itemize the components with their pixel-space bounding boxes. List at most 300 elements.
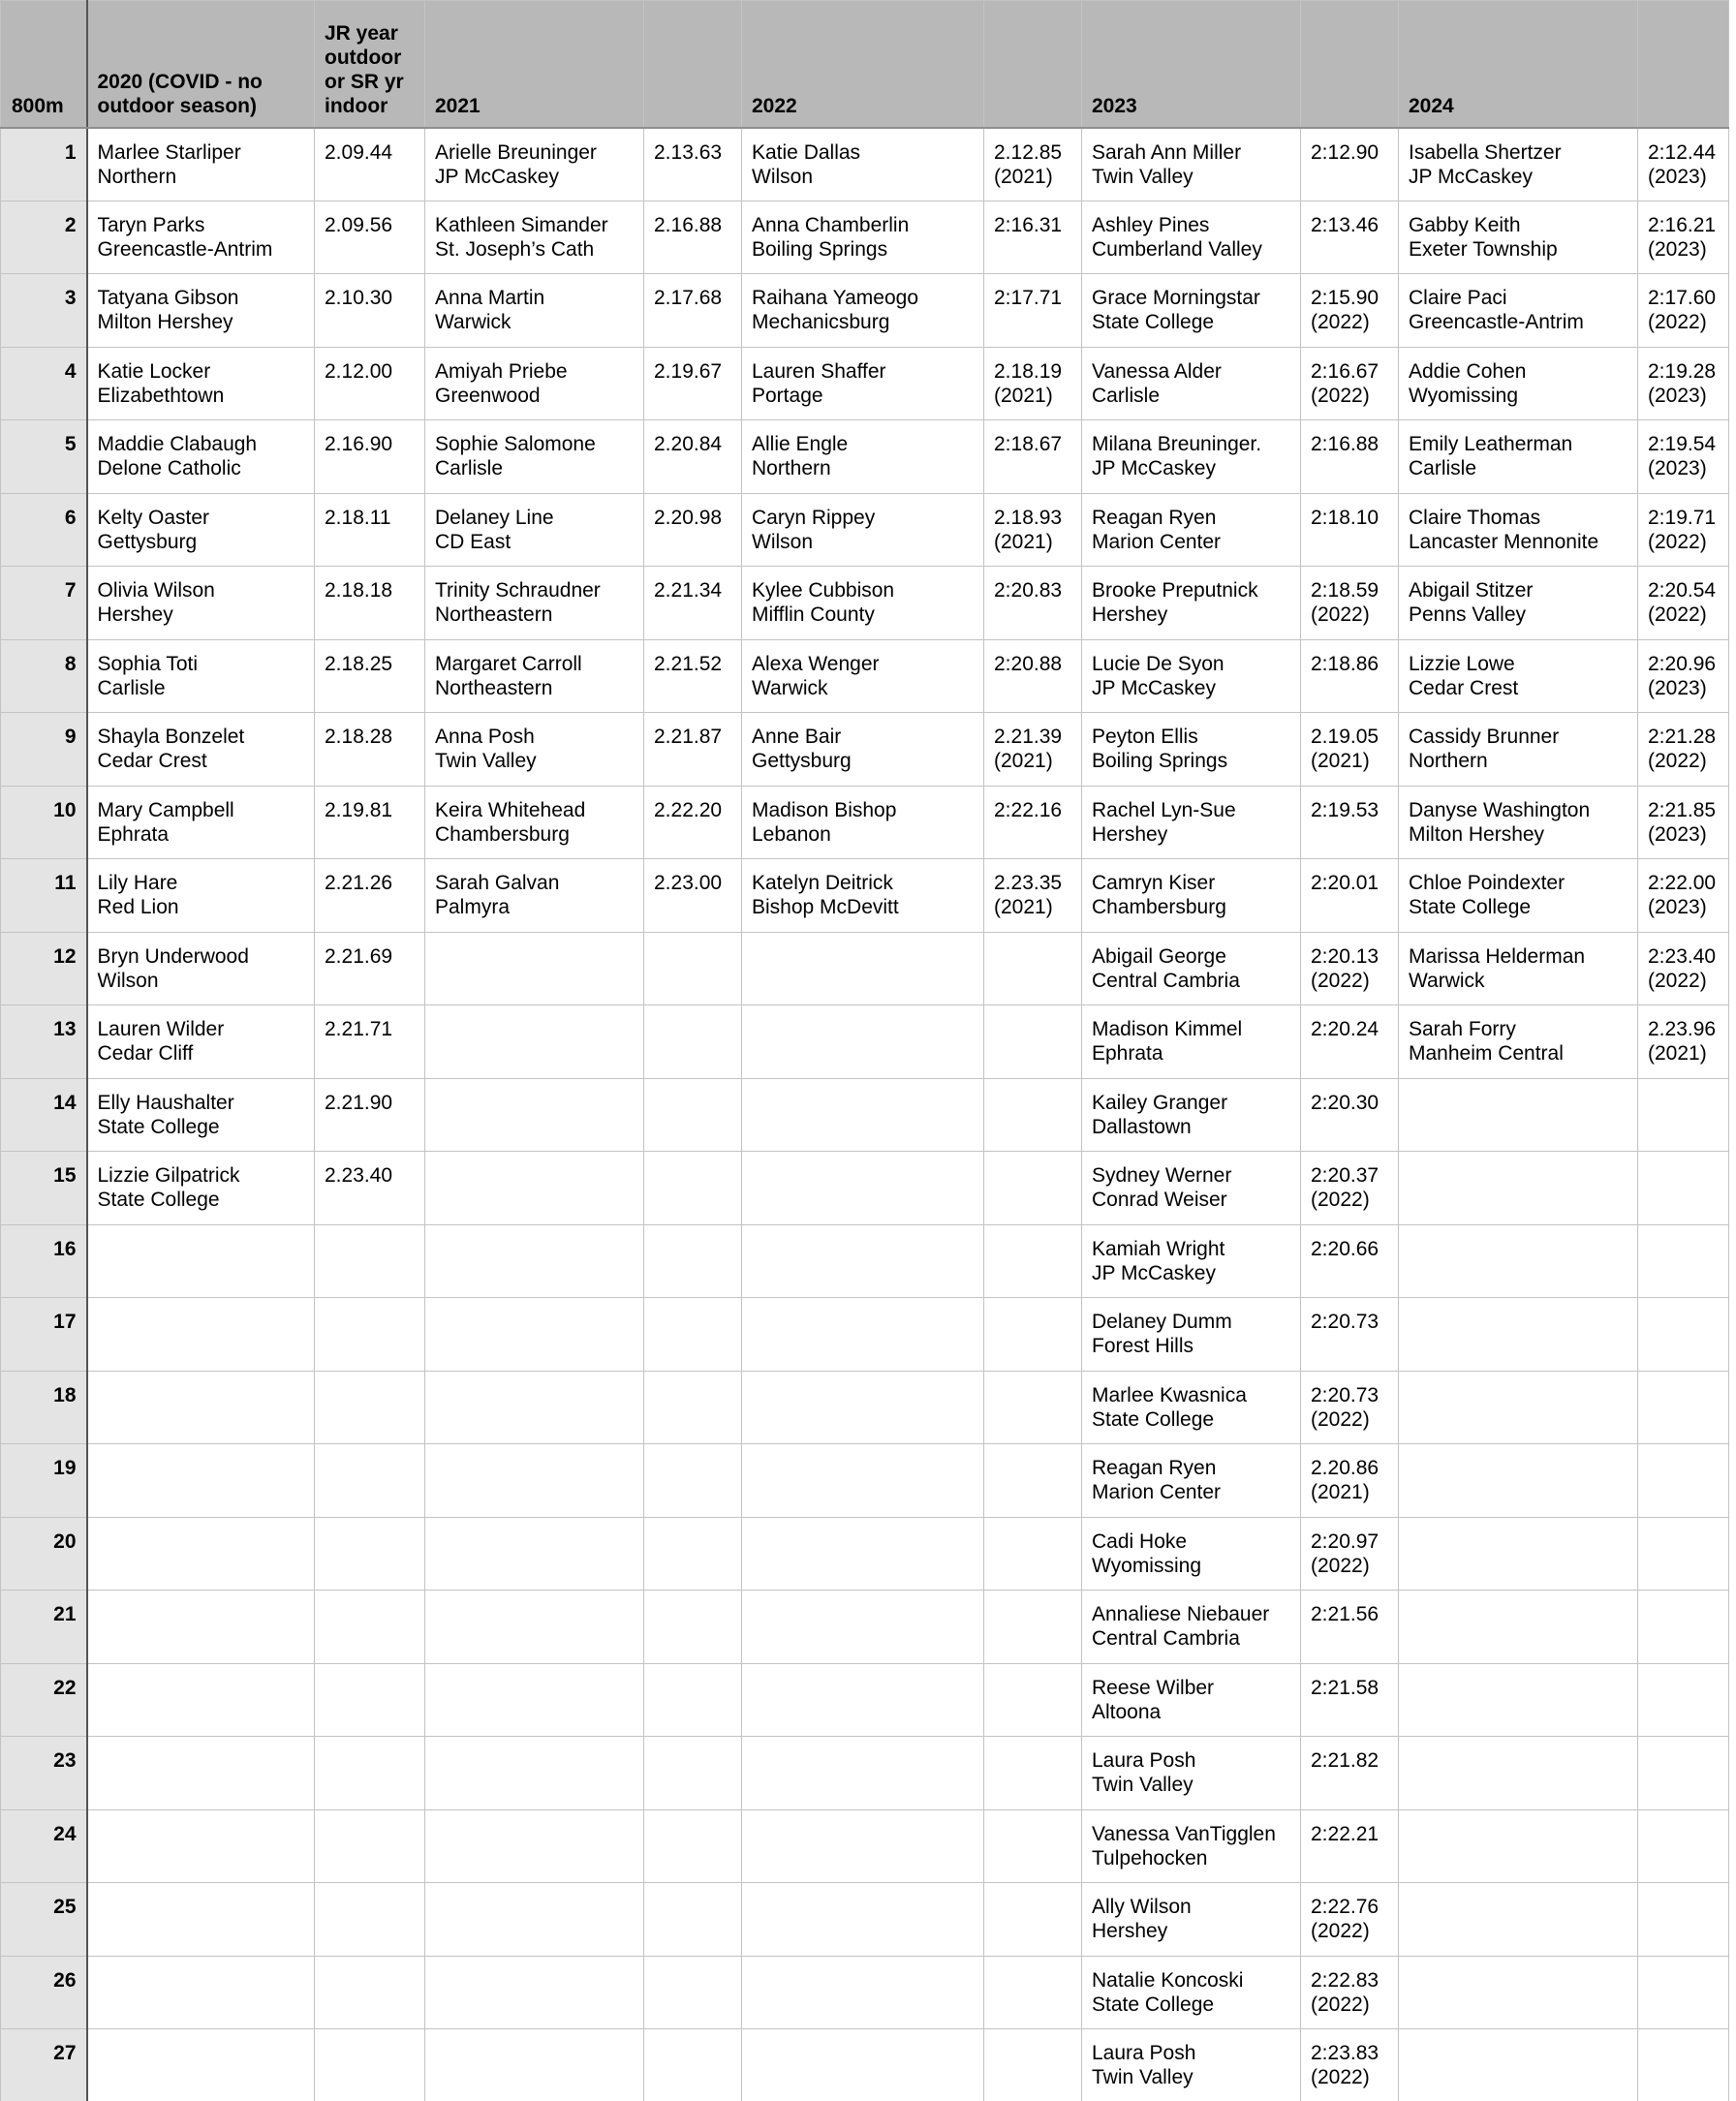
athlete-cell[interactable] [742, 2029, 984, 2101]
athlete-cell[interactable] [1399, 1956, 1638, 2029]
time-cell[interactable] [644, 1517, 742, 1591]
time-cell[interactable] [1638, 1737, 1729, 1810]
time-cell[interactable] [315, 1444, 425, 1518]
time-cell[interactable] [1301, 1298, 1399, 1372]
athlete-cell[interactable] [1399, 1737, 1638, 1810]
time-cell[interactable] [1638, 128, 1729, 201]
time-cell[interactable] [984, 1371, 1082, 1444]
athlete-cell[interactable] [1399, 713, 1638, 787]
time-cell[interactable] [1638, 1224, 1729, 1298]
time-cell[interactable] [984, 1224, 1082, 1298]
column-header-t2022[interactable] [984, 1, 1082, 128]
row-number-cell[interactable]: 19 [1, 1444, 87, 1518]
athlete-cell[interactable] [1399, 2029, 1638, 2101]
time-cell[interactable] [1638, 1883, 1729, 1957]
row-number-cell[interactable]: 26 [1, 1956, 87, 2029]
athlete-cell[interactable] [1082, 274, 1301, 348]
athlete-cell[interactable] [1082, 347, 1301, 420]
time-cell[interactable] [984, 713, 1082, 787]
time-cell[interactable] [315, 1883, 425, 1957]
athlete-cell[interactable] [1399, 567, 1638, 640]
time-cell[interactable] [1638, 1663, 1729, 1737]
athlete-cell[interactable] [1399, 786, 1638, 859]
athlete-cell[interactable] [425, 1078, 644, 1152]
athlete-cell[interactable] [87, 1224, 315, 1298]
time-cell[interactable] [315, 639, 425, 713]
time-cell[interactable] [644, 1224, 742, 1298]
athlete-cell[interactable] [87, 1444, 315, 1518]
athlete-cell[interactable] [425, 347, 644, 420]
athlete-cell[interactable] [1082, 493, 1301, 567]
athlete-cell[interactable] [425, 1956, 644, 2029]
row-number-cell[interactable]: 21 [1, 1591, 87, 1664]
athlete-cell[interactable] [1399, 1078, 1638, 1152]
athlete-cell[interactable] [87, 2029, 315, 2101]
athlete-cell[interactable] [87, 1663, 315, 1737]
time-cell[interactable] [984, 567, 1082, 640]
athlete-cell[interactable] [1399, 347, 1638, 420]
time-cell[interactable] [644, 1444, 742, 1518]
athlete-cell[interactable] [1082, 1371, 1301, 1444]
time-cell[interactable] [644, 493, 742, 567]
athlete-cell[interactable] [742, 859, 984, 933]
athlete-cell[interactable] [425, 274, 644, 348]
time-cell[interactable] [644, 639, 742, 713]
time-cell[interactable] [1638, 639, 1729, 713]
athlete-cell[interactable] [742, 1152, 984, 1225]
time-cell[interactable] [644, 274, 742, 348]
athlete-cell[interactable] [1082, 1224, 1301, 1298]
athlete-cell[interactable] [1399, 1517, 1638, 1591]
time-cell[interactable] [644, 1078, 742, 1152]
athlete-cell[interactable] [1399, 932, 1638, 1005]
time-cell[interactable] [984, 1809, 1082, 1883]
time-cell[interactable] [1638, 1152, 1729, 1225]
time-cell[interactable] [984, 347, 1082, 420]
athlete-cell[interactable] [742, 1809, 984, 1883]
time-cell[interactable] [315, 1517, 425, 1591]
time-cell[interactable] [1638, 786, 1729, 859]
row-number-cell[interactable]: 24 [1, 1809, 87, 1883]
row-number-cell[interactable]: 18 [1, 1371, 87, 1444]
athlete-cell[interactable] [1399, 201, 1638, 274]
athlete-cell[interactable] [87, 1298, 315, 1372]
athlete-cell[interactable] [425, 1152, 644, 1225]
time-cell[interactable] [1638, 1591, 1729, 1664]
athlete-cell[interactable] [1399, 1298, 1638, 1372]
athlete-cell[interactable] [87, 859, 315, 933]
time-cell[interactable] [1301, 1663, 1399, 1737]
column-header-t2021[interactable] [644, 1, 742, 128]
time-cell[interactable] [984, 786, 1082, 859]
row-number-cell[interactable]: 3 [1, 274, 87, 348]
time-cell[interactable] [315, 932, 425, 1005]
athlete-cell[interactable] [1082, 1663, 1301, 1737]
time-cell[interactable] [644, 1371, 742, 1444]
athlete-cell[interactable] [425, 1444, 644, 1518]
time-cell[interactable] [984, 1078, 1082, 1152]
time-cell[interactable] [984, 1444, 1082, 1518]
athlete-cell[interactable] [425, 420, 644, 494]
time-cell[interactable] [1301, 786, 1399, 859]
time-cell[interactable] [315, 1809, 425, 1883]
athlete-cell[interactable] [742, 786, 984, 859]
time-cell[interactable] [315, 2029, 425, 2101]
athlete-cell[interactable] [1082, 1883, 1301, 1957]
athlete-cell[interactable] [1082, 859, 1301, 933]
athlete-cell[interactable] [425, 932, 644, 1005]
time-cell[interactable] [1301, 859, 1399, 933]
time-cell[interactable] [1638, 2029, 1729, 2101]
time-cell[interactable] [644, 1005, 742, 1079]
time-cell[interactable] [1638, 1444, 1729, 1518]
time-cell[interactable] [1301, 2029, 1399, 2101]
athlete-cell[interactable] [87, 1152, 315, 1225]
athlete-cell[interactable] [87, 1005, 315, 1079]
time-cell[interactable] [1301, 1809, 1399, 1883]
athlete-cell[interactable] [1082, 420, 1301, 494]
time-cell[interactable] [315, 1591, 425, 1664]
time-cell[interactable] [315, 1956, 425, 2029]
athlete-cell[interactable] [742, 1371, 984, 1444]
time-cell[interactable] [1301, 347, 1399, 420]
time-cell[interactable] [984, 1591, 1082, 1664]
athlete-cell[interactable] [742, 420, 984, 494]
row-number-cell[interactable]: 23 [1, 1737, 87, 1810]
athlete-cell[interactable] [87, 1517, 315, 1591]
row-number-cell[interactable]: 15 [1, 1152, 87, 1225]
time-cell[interactable] [984, 1737, 1082, 1810]
athlete-cell[interactable] [1082, 201, 1301, 274]
athlete-cell[interactable] [742, 713, 984, 787]
time-cell[interactable] [644, 786, 742, 859]
time-cell[interactable] [1638, 1298, 1729, 1372]
athlete-cell[interactable] [1399, 1005, 1638, 1079]
athlete-cell[interactable] [425, 128, 644, 201]
row-number-cell[interactable]: 27 [1, 2029, 87, 2101]
athlete-cell[interactable] [1082, 1737, 1301, 1810]
athlete-cell[interactable] [425, 786, 644, 859]
athlete-cell[interactable] [742, 639, 984, 713]
athlete-cell[interactable] [425, 639, 644, 713]
row-number-cell[interactable]: 25 [1, 1883, 87, 1957]
time-cell[interactable] [644, 420, 742, 494]
athlete-cell[interactable] [425, 1298, 644, 1372]
athlete-cell[interactable] [1399, 1591, 1638, 1664]
row-number-cell[interactable]: 13 [1, 1005, 87, 1079]
athlete-cell[interactable] [425, 493, 644, 567]
athlete-cell[interactable] [1399, 1371, 1638, 1444]
row-number-cell[interactable]: 12 [1, 932, 87, 1005]
time-cell[interactable] [1638, 567, 1729, 640]
athlete-cell[interactable] [87, 1809, 315, 1883]
time-cell[interactable] [1301, 1883, 1399, 1957]
time-cell[interactable] [1638, 932, 1729, 1005]
athlete-cell[interactable] [1399, 493, 1638, 567]
time-cell[interactable] [1301, 639, 1399, 713]
time-cell[interactable] [1301, 1078, 1399, 1152]
time-cell[interactable] [315, 1737, 425, 1810]
athlete-cell[interactable] [425, 567, 644, 640]
time-cell[interactable] [1638, 420, 1729, 494]
row-number-cell[interactable]: 1 [1, 128, 87, 201]
athlete-cell[interactable] [425, 1737, 644, 1810]
athlete-cell[interactable] [742, 1737, 984, 1810]
time-cell[interactable] [1638, 1371, 1729, 1444]
athlete-cell[interactable] [742, 1591, 984, 1664]
athlete-cell[interactable] [425, 1591, 644, 1664]
time-cell[interactable] [984, 1663, 1082, 1737]
athlete-cell[interactable] [1082, 639, 1301, 713]
athlete-cell[interactable] [87, 1737, 315, 1810]
athlete-cell[interactable] [425, 1371, 644, 1444]
row-number-cell[interactable]: 20 [1, 1517, 87, 1591]
time-cell[interactable] [984, 1005, 1082, 1079]
column-header-t2023[interactable] [1301, 1, 1399, 128]
time-cell[interactable] [644, 1298, 742, 1372]
time-cell[interactable] [1638, 1809, 1729, 1883]
athlete-cell[interactable] [1082, 1298, 1301, 1372]
athlete-cell[interactable] [1082, 1809, 1301, 1883]
athlete-cell[interactable] [742, 1444, 984, 1518]
time-cell[interactable] [644, 201, 742, 274]
athlete-cell[interactable] [742, 201, 984, 274]
athlete-cell[interactable] [425, 713, 644, 787]
time-cell[interactable] [644, 567, 742, 640]
time-cell[interactable] [1301, 1591, 1399, 1664]
athlete-cell[interactable] [1082, 2029, 1301, 2101]
time-cell[interactable] [1638, 1005, 1729, 1079]
time-cell[interactable] [984, 274, 1082, 348]
time-cell[interactable] [315, 201, 425, 274]
athlete-cell[interactable] [742, 1883, 984, 1957]
athlete-cell[interactable] [1399, 1152, 1638, 1225]
athlete-cell[interactable] [742, 274, 984, 348]
athlete-cell[interactable] [87, 274, 315, 348]
athlete-cell[interactable] [425, 1005, 644, 1079]
time-cell[interactable] [1301, 128, 1399, 201]
athlete-cell[interactable] [1399, 1883, 1638, 1957]
time-cell[interactable] [1301, 567, 1399, 640]
athlete-cell[interactable] [87, 713, 315, 787]
athlete-cell[interactable] [742, 1517, 984, 1591]
athlete-cell[interactable] [425, 2029, 644, 2101]
athlete-cell[interactable] [1082, 786, 1301, 859]
time-cell[interactable] [315, 1005, 425, 1079]
time-cell[interactable] [644, 1591, 742, 1664]
column-header-t2024[interactable] [1638, 1, 1729, 128]
time-cell[interactable] [1301, 1517, 1399, 1591]
row-number-cell[interactable]: 22 [1, 1663, 87, 1737]
column-header-t2020[interactable]: JR year outdoor or SR yr indoor [315, 1, 425, 128]
time-cell[interactable] [315, 859, 425, 933]
time-cell[interactable] [984, 1883, 1082, 1957]
time-cell[interactable] [315, 567, 425, 640]
time-cell[interactable] [1301, 1737, 1399, 1810]
time-cell[interactable] [1638, 859, 1729, 933]
athlete-cell[interactable] [87, 1883, 315, 1957]
athlete-cell[interactable] [1399, 1663, 1638, 1737]
time-cell[interactable] [315, 1152, 425, 1225]
athlete-cell[interactable] [1399, 859, 1638, 933]
time-cell[interactable] [984, 1298, 1082, 1372]
time-cell[interactable] [1301, 1224, 1399, 1298]
column-header-rank[interactable]: 800m [1, 1, 87, 128]
athlete-cell[interactable] [425, 859, 644, 933]
time-cell[interactable] [315, 274, 425, 348]
time-cell[interactable] [1301, 493, 1399, 567]
row-number-cell[interactable]: 7 [1, 567, 87, 640]
time-cell[interactable] [984, 859, 1082, 933]
athlete-cell[interactable] [87, 201, 315, 274]
time-cell[interactable] [1301, 1005, 1399, 1079]
time-cell[interactable] [315, 420, 425, 494]
athlete-cell[interactable] [1082, 932, 1301, 1005]
athlete-cell[interactable] [1082, 1591, 1301, 1664]
row-number-cell[interactable]: 17 [1, 1298, 87, 1372]
time-cell[interactable] [315, 1663, 425, 1737]
column-header-c2020[interactable]: 2020 (COVID - no outdoor season) [87, 1, 315, 128]
time-cell[interactable] [644, 2029, 742, 2101]
time-cell[interactable] [1638, 1956, 1729, 2029]
time-cell[interactable] [1301, 1152, 1399, 1225]
athlete-cell[interactable] [87, 1591, 315, 1664]
time-cell[interactable] [315, 1078, 425, 1152]
time-cell[interactable] [1638, 1078, 1729, 1152]
athlete-cell[interactable] [1082, 713, 1301, 787]
athlete-cell[interactable] [1082, 1956, 1301, 2029]
athlete-cell[interactable] [1399, 1809, 1638, 1883]
athlete-cell[interactable] [742, 1224, 984, 1298]
athlete-cell[interactable] [1082, 1444, 1301, 1518]
time-cell[interactable] [315, 713, 425, 787]
time-cell[interactable] [1638, 493, 1729, 567]
time-cell[interactable] [984, 639, 1082, 713]
athlete-cell[interactable] [742, 347, 984, 420]
time-cell[interactable] [1301, 420, 1399, 494]
row-number-cell[interactable]: 4 [1, 347, 87, 420]
time-cell[interactable] [644, 713, 742, 787]
row-number-cell[interactable]: 5 [1, 420, 87, 494]
athlete-cell[interactable] [1082, 1005, 1301, 1079]
time-cell[interactable] [984, 1517, 1082, 1591]
time-cell[interactable] [1301, 1444, 1399, 1518]
athlete-cell[interactable] [87, 1956, 315, 2029]
time-cell[interactable] [644, 128, 742, 201]
time-cell[interactable] [315, 493, 425, 567]
athlete-cell[interactable] [742, 1005, 984, 1079]
athlete-cell[interactable] [1082, 128, 1301, 201]
athlete-cell[interactable] [742, 1298, 984, 1372]
athlete-cell[interactable] [1399, 420, 1638, 494]
athlete-cell[interactable] [1399, 1444, 1638, 1518]
athlete-cell[interactable] [87, 493, 315, 567]
time-cell[interactable] [644, 932, 742, 1005]
athlete-cell[interactable] [87, 420, 315, 494]
time-cell[interactable] [1638, 1517, 1729, 1591]
athlete-cell[interactable] [425, 1224, 644, 1298]
athlete-cell[interactable] [87, 567, 315, 640]
athlete-cell[interactable] [87, 786, 315, 859]
athlete-cell[interactable] [1082, 1517, 1301, 1591]
time-cell[interactable] [984, 420, 1082, 494]
athlete-cell[interactable] [742, 932, 984, 1005]
time-cell[interactable] [644, 347, 742, 420]
athlete-cell[interactable] [87, 639, 315, 713]
athlete-cell[interactable] [1399, 274, 1638, 348]
time-cell[interactable] [1301, 932, 1399, 1005]
column-header-c2022[interactable]: 2022 [742, 1, 984, 128]
time-cell[interactable] [315, 1298, 425, 1372]
row-number-cell[interactable]: 10 [1, 786, 87, 859]
athlete-cell[interactable] [1399, 128, 1638, 201]
athlete-cell[interactable] [1082, 1078, 1301, 1152]
time-cell[interactable] [1638, 347, 1729, 420]
time-cell[interactable] [315, 1224, 425, 1298]
time-cell[interactable] [1301, 1371, 1399, 1444]
time-cell[interactable] [984, 128, 1082, 201]
athlete-cell[interactable] [425, 201, 644, 274]
time-cell[interactable] [644, 1663, 742, 1737]
time-cell[interactable] [644, 1883, 742, 1957]
time-cell[interactable] [984, 932, 1082, 1005]
time-cell[interactable] [644, 859, 742, 933]
column-header-c2023[interactable]: 2023 [1082, 1, 1301, 128]
column-header-c2024[interactable]: 2024 [1399, 1, 1638, 128]
athlete-cell[interactable] [742, 567, 984, 640]
time-cell[interactable] [1638, 713, 1729, 787]
time-cell[interactable] [644, 1956, 742, 2029]
time-cell[interactable] [1301, 274, 1399, 348]
athlete-cell[interactable] [742, 1956, 984, 2029]
athlete-cell[interactable] [742, 128, 984, 201]
athlete-cell[interactable] [1082, 567, 1301, 640]
row-number-cell[interactable]: 16 [1, 1224, 87, 1298]
time-cell[interactable] [315, 1371, 425, 1444]
athlete-cell[interactable] [425, 1883, 644, 1957]
time-cell[interactable] [1638, 201, 1729, 274]
time-cell[interactable] [315, 786, 425, 859]
time-cell[interactable] [315, 128, 425, 201]
column-header-c2021[interactable]: 2021 [425, 1, 644, 128]
athlete-cell[interactable] [1399, 1224, 1638, 1298]
row-number-cell[interactable]: 9 [1, 713, 87, 787]
time-cell[interactable] [1301, 713, 1399, 787]
athlete-cell[interactable] [742, 493, 984, 567]
row-number-cell[interactable]: 6 [1, 493, 87, 567]
athlete-cell[interactable] [425, 1663, 644, 1737]
time-cell[interactable] [984, 1956, 1082, 2029]
time-cell[interactable] [644, 1809, 742, 1883]
athlete-cell[interactable] [742, 1078, 984, 1152]
athlete-cell[interactable] [742, 1663, 984, 1737]
athlete-cell[interactable] [425, 1809, 644, 1883]
time-cell[interactable] [984, 1152, 1082, 1225]
athlete-cell[interactable] [1399, 639, 1638, 713]
athlete-cell[interactable] [87, 1078, 315, 1152]
athlete-cell[interactable] [87, 932, 315, 1005]
time-cell[interactable] [644, 1737, 742, 1810]
time-cell[interactable] [315, 347, 425, 420]
time-cell[interactable] [984, 493, 1082, 567]
time-cell[interactable] [1638, 274, 1729, 348]
row-number-cell[interactable]: 8 [1, 639, 87, 713]
time-cell[interactable] [984, 201, 1082, 274]
athlete-cell[interactable] [87, 1371, 315, 1444]
time-cell[interactable] [1301, 1956, 1399, 2029]
row-number-cell[interactable]: 14 [1, 1078, 87, 1152]
athlete-cell[interactable] [87, 128, 315, 201]
